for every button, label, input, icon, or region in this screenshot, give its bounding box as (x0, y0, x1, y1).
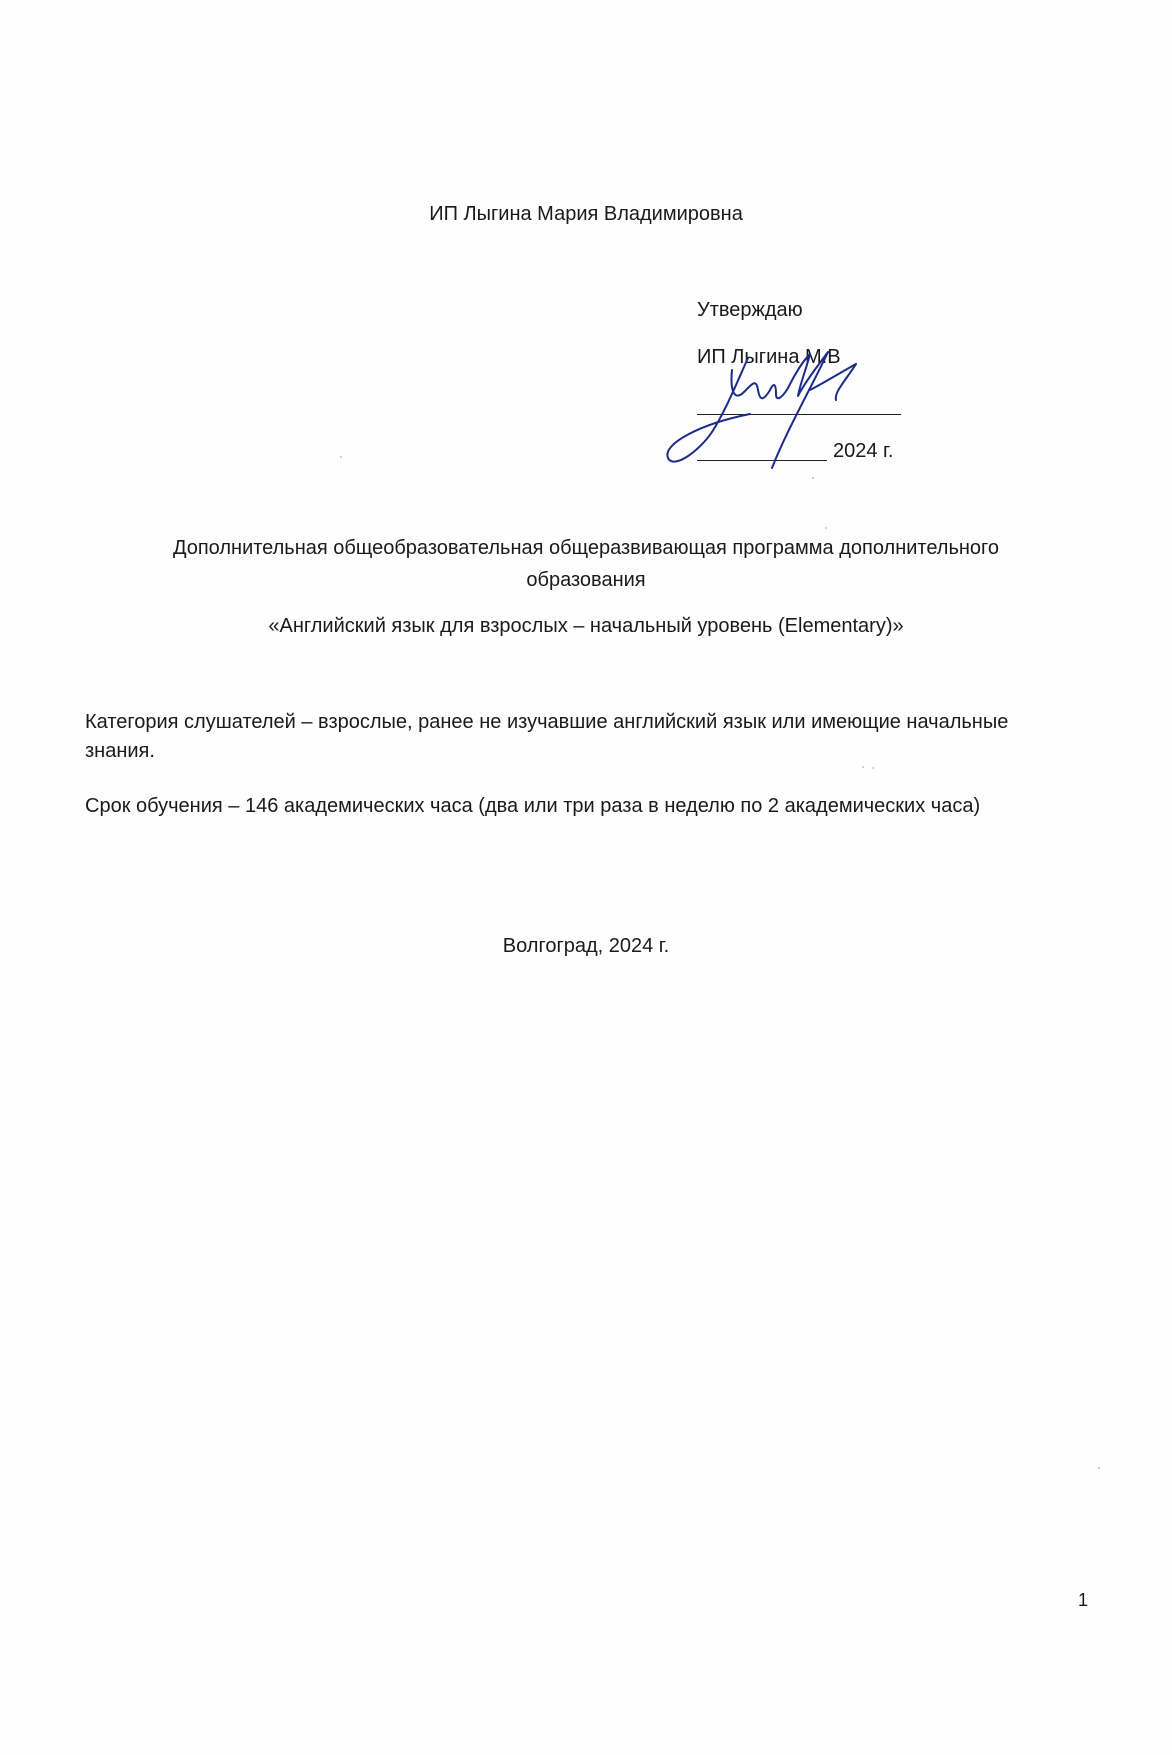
approval-signer: ИП Лыгина М.В (697, 346, 841, 368)
program-title-line-2: образования (526, 569, 646, 591)
scan-speck (340, 456, 342, 458)
city-year: Волгоград, 2024 г. (502, 935, 670, 957)
scan-speck (872, 767, 874, 769)
page-number: 1 (1078, 1590, 1089, 1610)
scan-speck (825, 527, 827, 529)
study-duration: Срок обучения – 146 академических часа (два или три раза в неделю по 2 академических часа) (85, 795, 981, 817)
approval-date-year: 2024 г. (833, 440, 894, 462)
scan-speck (862, 766, 864, 768)
handwritten-signature (660, 340, 900, 480)
approval-label: Утверждаю (697, 299, 803, 321)
scan-speck (1098, 1467, 1100, 1469)
program-title-line-1: Дополнительная общеобразовательная общеразвивающая программа дополнительного (172, 537, 1000, 559)
program-name: «Английский язык для взрослых – начальный уровень (Elementary)» (268, 615, 904, 637)
organization-header: ИП Лыгина Мария Владимировна (429, 203, 743, 225)
scan-speck (812, 477, 814, 479)
listener-category: Категория слушателей – взрослые, ранее не изучавшие английский язык или имеющие начальные знания. (85, 711, 1009, 762)
